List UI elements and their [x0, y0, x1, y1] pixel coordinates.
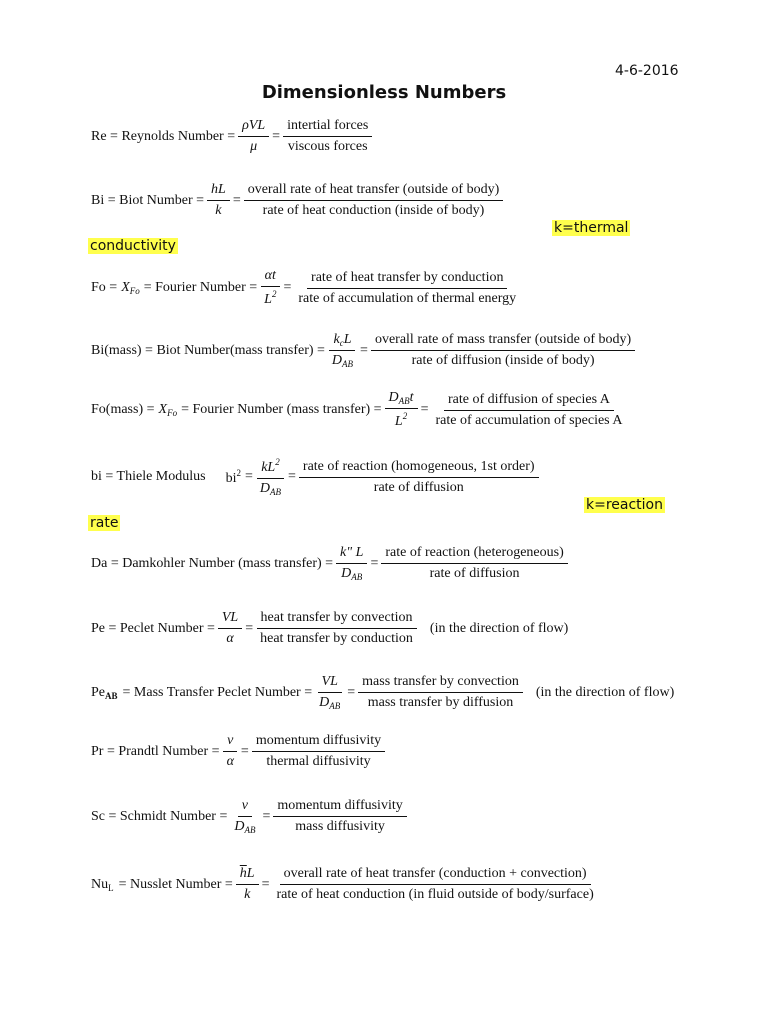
k-reaction-note: k=reaction [586, 497, 663, 513]
fourier-symbol-numerator: αt [261, 268, 280, 287]
thiele-symbol-numerator: $kL^2$ [257, 457, 284, 479]
peclet-ab-text-fraction [358, 674, 523, 711]
schmidt-text-fraction [273, 798, 406, 835]
reynolds-text-fraction [283, 118, 372, 155]
fourier-text-fraction [294, 270, 520, 307]
biot-equation [91, 182, 506, 219]
peclet-ab-numerator: mass transfer by convection [358, 674, 523, 693]
damkohler-denominator: rate of diffusion [429, 566, 520, 581]
peclet-ab-symbol [91, 685, 118, 701]
biot-mass-symbol-denominator: $D_{AB}$ [331, 353, 354, 369]
k-reaction-note-cont: rate [90, 515, 119, 531]
biot-symbol-numerator: hL [207, 182, 230, 201]
schmidt-equals: = [262, 808, 271, 824]
biot-mass-equals: = [360, 342, 368, 358]
fourier-mass-symbol-denominator: $L^2$ [394, 411, 408, 429]
peclet-equation [91, 610, 568, 647]
reynolds-numerator: intertial forces [283, 118, 372, 137]
k-thermal-note: k=thermal [554, 220, 629, 236]
biot-text-fraction [244, 182, 504, 219]
peclet-symbol-denominator: α [226, 631, 234, 646]
thiele-equation [91, 457, 542, 497]
fourier-numerator: rate of heat transfer by conduction [307, 270, 507, 289]
peclet-ab-symbol-base: Pe [91, 684, 105, 700]
biot-denominator: rate of heat conduction (inside of body) [262, 203, 485, 218]
prandtl-text-fraction [252, 733, 385, 770]
biot-mass-denominator: rate of diffusion (inside of body) [411, 353, 595, 368]
prandtl-symbol-numerator: ν [223, 733, 237, 752]
peclet-symbol-numerator: VL [218, 610, 242, 629]
fourier-mass-text-fraction [431, 392, 626, 429]
nusselt-symbol-fraction [236, 866, 259, 903]
damkohler-text-fraction [381, 545, 567, 582]
prandtl-numerator: momentum diffusivity [252, 733, 385, 752]
peclet-note: (in the direction of flow) [429, 620, 569, 636]
document-date: 4-6-2016 [615, 63, 679, 79]
reynolds-equals: = [272, 128, 281, 144]
prandtl-symbol-fraction [223, 733, 238, 770]
k-thermal-note-cont: conductivity [90, 238, 176, 254]
nusselt-lhs: = Nusslet Number = [118, 876, 233, 892]
peclet-equals: = [245, 620, 254, 636]
fourier-mass-symbol: $X_{Fo}$ [158, 402, 178, 418]
peclet-ab-lhs: = Mass Transfer Peclet Number = [122, 684, 313, 700]
biot-lhs: Bi = Biot Number = [91, 192, 205, 208]
fourier-symbol-fraction [260, 268, 280, 308]
reynolds-denominator: viscous forces [287, 139, 368, 154]
thiele-symbol-base: bi [225, 470, 237, 486]
fourier-lhs-name: = Fourier Number = [143, 280, 258, 295]
fourier-equals: = [283, 280, 292, 295]
biot-numerator: overall rate of heat transfer (outside of body) [244, 182, 504, 201]
schmidt-lhs: Sc = Schmidt Number = [91, 808, 228, 824]
biot-mass-numerator: overall rate of mass transfer (outside of body) [371, 332, 635, 351]
thiele-symbol-fraction [256, 457, 285, 497]
fourier-denominator: rate of accumulation of thermal energy [298, 290, 517, 306]
damkohler-lhs: Da = Damkohler Number (mass transfer) = [91, 555, 334, 571]
biot-mass-symbol-fraction [328, 332, 357, 369]
biot-symbol-fraction [207, 182, 230, 219]
fourier-mass-equals: = [420, 402, 429, 417]
fourier-symbol-denominator: $L^2$ [264, 289, 277, 307]
thiele-text-fraction [299, 459, 539, 496]
biot-mass-text-fraction [371, 332, 635, 369]
damkohler-symbol-fraction [336, 545, 367, 582]
thiele-lhs: bi = Thiele Modulus [91, 469, 206, 484]
schmidt-symbol-denominator: $D_{AB}$ [234, 819, 256, 835]
nusselt-text-fraction [273, 866, 598, 903]
nusselt-equals: = [261, 876, 270, 892]
biot-equals: = [232, 192, 241, 208]
fourier-equation [91, 268, 523, 308]
prandtl-denominator: thermal diffusivity [266, 754, 371, 769]
peclet-ab-symbol-denominator: $D_{AB}$ [319, 695, 341, 711]
reynolds-symbol-denominator: μ [250, 139, 258, 154]
fourier-mass-lhs-name: = Fourier Number (mass transfer) = [181, 402, 382, 417]
peclet-symbol-fraction [218, 610, 242, 647]
schmidt-symbol-numerator: ν [238, 798, 252, 817]
peclet-ab-equals: = [347, 684, 356, 700]
peclet-ab-subscript: AB [105, 690, 118, 701]
page-title: Dimensionless Numbers [261, 82, 507, 103]
nusselt-symbol-numerator: $\overline{h}L$ [236, 866, 259, 885]
thiele-denominator: rate of diffusion [373, 479, 464, 495]
schmidt-denominator: mass diffusivity [295, 819, 385, 834]
thiele-symbol-denominator: $D_{AB}$ [259, 481, 281, 497]
fourier-mass-equation [91, 390, 629, 430]
reynolds-symbol-fraction [238, 118, 269, 155]
nusselt-symbol-denominator: k [244, 887, 251, 902]
peclet-text-fraction [256, 610, 417, 647]
schmidt-numerator: momentum diffusivity [273, 798, 406, 817]
peclet-ab-equation [91, 674, 674, 711]
nusselt-symbol-base: Nu [91, 876, 109, 892]
damkohler-numerator: rate of reaction (heterogeneous) [381, 545, 567, 564]
prandtl-equals: = [240, 743, 249, 759]
nusselt-denominator: rate of heat conduction (in fluid outside of body/surface) [276, 887, 594, 902]
reynolds-symbol-numerator: ρVL [238, 118, 269, 137]
fourier-mass-lhs: Fo(mass) = [91, 402, 155, 417]
damkohler-equation [91, 545, 571, 582]
damkohler-equals: = [370, 555, 379, 571]
damkohler-symbol-denominator: $D_{AB}$ [341, 566, 363, 582]
fourier-mass-denominator: rate of accumulation of species A [435, 412, 623, 428]
reynolds-equation [91, 118, 375, 155]
biot-symbol-denominator: k [215, 203, 222, 218]
schmidt-equation [91, 798, 410, 835]
thiele-numerator: rate of reaction (homogeneous, 1st order) [299, 459, 539, 478]
reynolds-lhs: Re = Reynolds Number = [91, 128, 236, 144]
biot-mass-equation [91, 332, 638, 369]
nusselt-numerator: overall rate of heat transfer (conduction + convection) [280, 866, 591, 885]
biot-mass-lhs: Bi(mass) = Biot Number(mass transfer) = [91, 342, 325, 358]
thiele-symbol: $bi^2$ [225, 467, 241, 486]
peclet-ab-note: (in the direction of flow) [535, 684, 675, 700]
fourier-lhs: Fo = [91, 280, 118, 295]
fourier-mass-numerator: rate of diffusion of species A [444, 392, 614, 411]
fourier-mass-symbol-numerator: $D_{AB}t$ [385, 390, 418, 409]
thiele-equals: = [288, 469, 296, 484]
peclet-ab-symbol-fraction [315, 674, 344, 711]
nusselt-subscript: L [108, 882, 114, 893]
fourier-symbol: $X_{Fo}$ [121, 280, 140, 296]
peclet-denominator: heat transfer by conduction [260, 631, 413, 646]
biot-mass-symbol-numerator: $k_cL$ [329, 332, 355, 351]
schmidt-symbol-fraction [230, 798, 259, 835]
prandtl-equation [91, 733, 388, 770]
nusselt-equation [91, 866, 601, 903]
peclet-lhs: Pe = Peclet Number = [91, 620, 215, 636]
prandtl-lhs: Pr = Prandtl Number = [91, 743, 220, 759]
peclet-ab-symbol-numerator: VL [318, 674, 342, 693]
damkohler-symbol-numerator: k" L [336, 545, 367, 564]
peclet-ab-denominator: mass transfer by diffusion [367, 695, 514, 710]
fourier-mass-symbol-fraction [385, 390, 418, 430]
prandtl-symbol-denominator: α [226, 754, 234, 769]
thiele-first-equals: = [244, 469, 253, 484]
nusselt-symbol [91, 877, 114, 893]
peclet-numerator: heat transfer by convection [257, 610, 417, 629]
